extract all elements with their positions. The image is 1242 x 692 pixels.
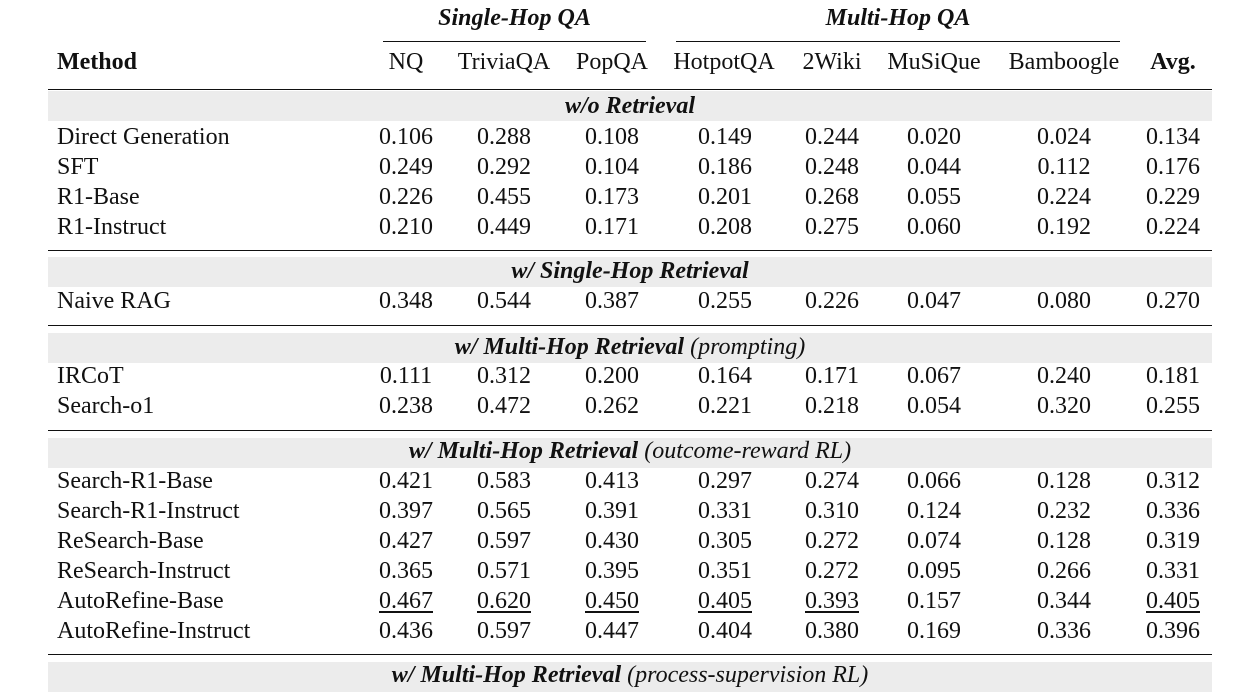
table-cell: 0.397 bbox=[379, 497, 433, 524]
section-title-multi-hop-prompting bbox=[48, 334, 1212, 361]
table-cell: 0.066 bbox=[907, 468, 961, 494]
table-cell: 0.404 bbox=[698, 617, 752, 644]
table-cell: 0.393 bbox=[805, 587, 859, 614]
table-cell: 0.447 bbox=[585, 617, 639, 644]
method-name: Search-R1-Base bbox=[57, 468, 213, 494]
section-note: (outcome-reward RL) bbox=[644, 438, 852, 464]
table-cell: 0.134 bbox=[1146, 124, 1200, 150]
table-cell: 0.124 bbox=[907, 497, 961, 524]
table-cell: 0.336 bbox=[1146, 497, 1200, 524]
section-note: (prompting) bbox=[690, 334, 806, 360]
table-cell: 0.467 bbox=[379, 587, 433, 614]
table-cell: 0.288 bbox=[477, 124, 531, 150]
table-cell: 0.210 bbox=[379, 213, 433, 240]
table-cell: 0.312 bbox=[1146, 468, 1200, 494]
section-title-multi-hop-outcome-rl bbox=[48, 438, 1212, 465]
section-title-wo-retrieval bbox=[48, 93, 1212, 120]
section-title: w/ Multi-Hop Retrieval bbox=[408, 438, 639, 464]
method-name: R1-Instruct bbox=[57, 213, 167, 240]
section-rule bbox=[48, 654, 1212, 655]
table-cell: 0.024 bbox=[1037, 124, 1091, 150]
table-cell: 0.229 bbox=[1146, 183, 1200, 210]
section-title: w/ Multi-Hop Retrieval bbox=[391, 662, 622, 688]
table-cell: 0.297 bbox=[698, 468, 752, 494]
col-header-popqa: PopQA bbox=[575, 49, 648, 75]
table-cell: 0.305 bbox=[698, 527, 752, 554]
table-cell: 0.080 bbox=[1037, 288, 1091, 314]
table-cell: 0.272 bbox=[805, 557, 859, 584]
section-rule bbox=[48, 250, 1212, 251]
table-cell: 0.200 bbox=[585, 363, 639, 389]
method-name: AutoRefine-Instruct bbox=[57, 617, 251, 644]
table-cell: 0.272 bbox=[805, 527, 859, 554]
table-cell: 0.176 bbox=[1146, 153, 1200, 180]
table-cell: 0.201 bbox=[698, 183, 752, 210]
table-cell: 0.226 bbox=[379, 183, 433, 210]
method-name: IRCoT bbox=[57, 363, 124, 389]
table-cell: 0.365 bbox=[379, 557, 433, 584]
header-rule bbox=[48, 89, 1212, 90]
col-header-nq: NQ bbox=[388, 49, 424, 75]
table-cell: 0.450 bbox=[585, 587, 639, 614]
table-cell: 0.266 bbox=[1037, 557, 1091, 584]
table-cell: 0.224 bbox=[1037, 183, 1091, 210]
table-cell: 0.331 bbox=[1146, 557, 1200, 584]
table-cell: 0.169 bbox=[907, 617, 961, 644]
table-cell: 0.224 bbox=[1146, 213, 1200, 240]
col-header-avg: Avg. bbox=[1150, 49, 1196, 75]
table-cell: 0.270 bbox=[1146, 288, 1200, 314]
table-cell: 0.240 bbox=[1037, 363, 1091, 389]
table-cell: 0.391 bbox=[585, 497, 639, 524]
table-cell: 0.405 bbox=[1146, 587, 1200, 614]
section-rule bbox=[48, 325, 1212, 326]
table-cell: 0.544 bbox=[477, 288, 531, 314]
method-name: R1-Base bbox=[57, 183, 140, 210]
section-note: (process-supervision RL) bbox=[627, 662, 869, 688]
table-cell: 0.095 bbox=[907, 557, 961, 584]
table-cell: 0.413 bbox=[585, 468, 639, 494]
table-cell: 0.380 bbox=[805, 617, 859, 644]
table-cell: 0.430 bbox=[585, 527, 639, 554]
col-header-method: Method bbox=[57, 49, 137, 75]
table-cell: 0.186 bbox=[698, 153, 752, 180]
table-cell: 0.344 bbox=[1037, 587, 1091, 614]
table-cell: 0.047 bbox=[907, 288, 961, 314]
table-cell: 0.128 bbox=[1037, 527, 1091, 554]
section-title-single-hop bbox=[48, 258, 1212, 285]
method-name: AutoRefine-Base bbox=[57, 587, 224, 614]
table-cell: 0.108 bbox=[585, 124, 639, 150]
section-rule bbox=[48, 430, 1212, 431]
table-cell: 0.238 bbox=[379, 392, 433, 419]
section-title: w/o Retrieval bbox=[565, 93, 695, 119]
table-cell: 0.472 bbox=[477, 392, 531, 419]
table-cell: 0.149 bbox=[698, 124, 752, 150]
section-title: w/ Multi-Hop Retrieval bbox=[454, 334, 685, 360]
table-cell: 0.248 bbox=[805, 153, 859, 180]
table-cell: 0.255 bbox=[1146, 392, 1200, 419]
table-cell: 0.111 bbox=[379, 363, 433, 389]
table-cell: 0.421 bbox=[379, 468, 433, 494]
table-cell: 0.104 bbox=[585, 153, 639, 180]
group-rule-multi-hop bbox=[676, 41, 1120, 42]
table-cell: 0.074 bbox=[907, 527, 961, 554]
table-cell: 0.255 bbox=[698, 288, 752, 314]
col-header-hotpotqa: HotpotQA bbox=[673, 49, 775, 75]
method-name: Search-R1-Instruct bbox=[57, 497, 240, 524]
table-cell: 0.249 bbox=[379, 153, 433, 180]
section-title: w/ Single-Hop Retrieval bbox=[511, 258, 749, 284]
table-cell: 0.218 bbox=[805, 392, 859, 419]
table-cell: 0.292 bbox=[477, 153, 531, 180]
table-cell: 0.112 bbox=[1037, 153, 1091, 180]
method-name: Naive RAG bbox=[57, 288, 171, 314]
group-header-multi-hop: Multi-Hop QA bbox=[825, 5, 971, 31]
table-cell: 0.583 bbox=[477, 468, 531, 494]
table-cell: 0.620 bbox=[477, 587, 531, 614]
table-cell: 0.020 bbox=[907, 124, 961, 150]
method-name: ReSearch-Instruct bbox=[57, 557, 231, 584]
table-cell: 0.597 bbox=[477, 527, 531, 554]
col-header-triviaqa: TriviaQA bbox=[457, 49, 551, 75]
table-cell: 0.336 bbox=[1037, 617, 1091, 644]
table-cell: 0.387 bbox=[585, 288, 639, 314]
group-header-single-hop: Single-Hop QA bbox=[438, 5, 591, 31]
table-cell: 0.067 bbox=[907, 363, 961, 389]
table-cell: 0.312 bbox=[477, 363, 531, 389]
table-cell: 0.262 bbox=[585, 392, 639, 419]
col-header-musique: MuSiQue bbox=[887, 49, 981, 75]
table-cell: 0.396 bbox=[1146, 617, 1200, 644]
table-cell: 0.192 bbox=[1037, 213, 1091, 240]
table-cell: 0.181 bbox=[1146, 363, 1200, 389]
table-cell: 0.106 bbox=[379, 124, 433, 150]
table-cell: 0.331 bbox=[698, 497, 752, 524]
table-cell: 0.157 bbox=[907, 587, 961, 614]
table-cell: 0.597 bbox=[477, 617, 531, 644]
col-header-2wiki: 2Wiki bbox=[802, 49, 862, 75]
table-cell: 0.565 bbox=[477, 497, 531, 524]
table-cell: 0.060 bbox=[907, 213, 961, 240]
table-cell: 0.274 bbox=[805, 468, 859, 494]
table-cell: 0.244 bbox=[805, 124, 859, 150]
table-cell: 0.171 bbox=[805, 363, 859, 389]
group-rule-single-hop bbox=[383, 41, 646, 42]
table-cell: 0.164 bbox=[698, 363, 752, 389]
table-cell: 0.405 bbox=[698, 587, 752, 614]
method-name: ReSearch-Base bbox=[57, 527, 204, 554]
table-cell: 0.571 bbox=[477, 557, 531, 584]
table-cell: 0.275 bbox=[805, 213, 859, 240]
table-cell: 0.319 bbox=[1146, 527, 1200, 554]
table-cell: 0.055 bbox=[907, 183, 961, 210]
method-name: SFT bbox=[57, 153, 99, 180]
table-cell: 0.268 bbox=[805, 183, 859, 210]
table-cell: 0.320 bbox=[1037, 392, 1091, 419]
method-name: Search-o1 bbox=[57, 392, 155, 419]
table-cell: 0.395 bbox=[585, 557, 639, 584]
table-cell: 0.455 bbox=[477, 183, 531, 210]
table-cell: 0.449 bbox=[477, 213, 531, 240]
table-cell: 0.232 bbox=[1037, 497, 1091, 524]
table-cell: 0.128 bbox=[1037, 468, 1091, 494]
table-cell: 0.348 bbox=[379, 288, 433, 314]
table-cell: 0.310 bbox=[805, 497, 859, 524]
table-cell: 0.044 bbox=[907, 153, 961, 180]
method-name: Direct Generation bbox=[57, 124, 230, 150]
table-cell: 0.226 bbox=[805, 288, 859, 314]
table-cell: 0.054 bbox=[907, 392, 961, 419]
table-cell: 0.221 bbox=[698, 392, 752, 419]
table-cell: 0.351 bbox=[698, 557, 752, 584]
table-cell: 0.171 bbox=[585, 213, 639, 240]
table-cell: 0.427 bbox=[379, 527, 433, 554]
section-title-multi-hop-process-rl bbox=[48, 662, 1212, 689]
table-cell: 0.173 bbox=[585, 183, 639, 210]
table-cell: 0.436 bbox=[379, 617, 433, 644]
col-header-bamboogle: Bamboogle bbox=[1008, 49, 1120, 75]
table-cell: 0.208 bbox=[698, 213, 752, 240]
